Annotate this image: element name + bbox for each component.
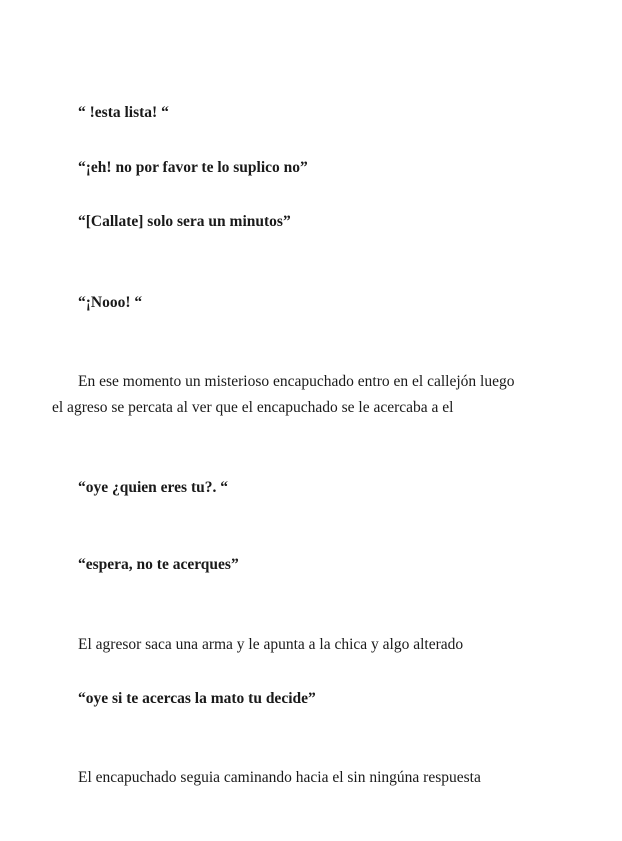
dialogue-line: “oye si te acercas la mato tu decide” <box>78 690 316 707</box>
dialogue-line: “[Callate] solo sera un minutos” <box>78 213 291 230</box>
narration-line: El encapuchado seguia caminando hacia el sin ningúna respuesta <box>78 769 481 786</box>
dialogue-line: “¡eh! no por favor te lo suplico no” <box>78 159 308 176</box>
narration-line: El agresor saca una arma y le apunta a la chica y algo alterado <box>78 636 464 653</box>
narration-line: En ese momento un misterioso encapuchado entro en el callejón luego <box>78 373 515 390</box>
dialogue-line: “ !esta lista! “ <box>78 104 169 121</box>
dialogue-line: “¡Nooo! “ <box>78 294 143 311</box>
dialogue-line: “oye ¿quien eres tu?. “ <box>78 479 228 496</box>
dialogue-line: “espera, no te acerques” <box>78 556 239 573</box>
narration-line: el agreso se percata al ver que el encapuchado se le acercaba a el <box>52 399 454 416</box>
